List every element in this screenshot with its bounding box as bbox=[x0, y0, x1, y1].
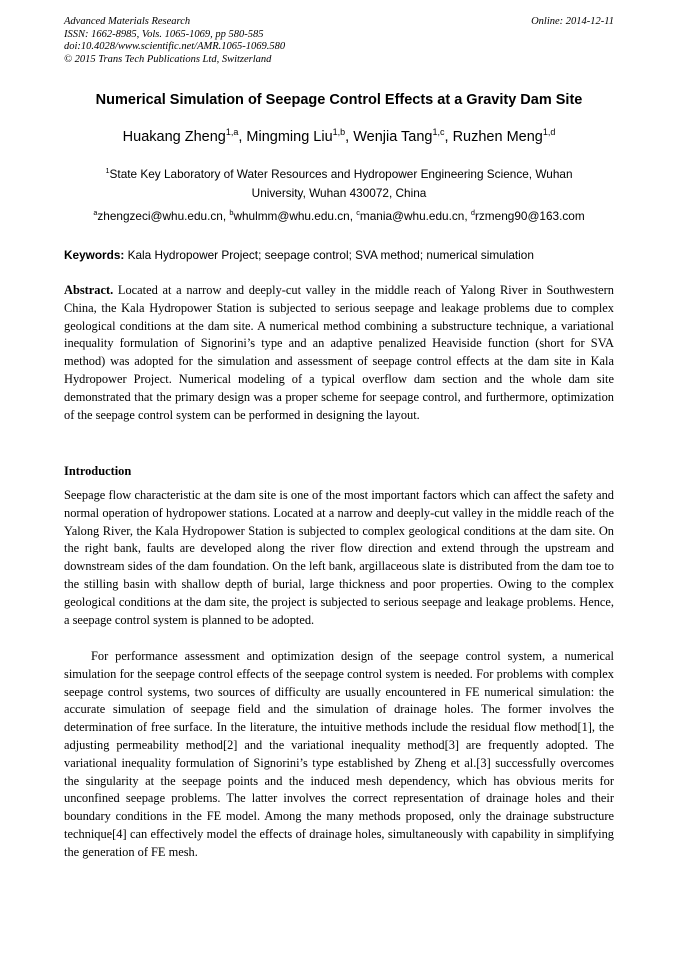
author-affiliation-mark: 1,c bbox=[432, 127, 445, 138]
email-address[interactable]: mania@whu.edu.cn bbox=[359, 209, 465, 223]
email-address[interactable]: zhengzeci@whu.edu.cn bbox=[97, 209, 223, 223]
online-date: Online: 2014-12-11 bbox=[531, 16, 614, 27]
body-paragraph: Seepage flow characteristic at the dam site is one of the most important factors which can affect the safety and normal operation of hydropower stations. Located at a narrow and deeply-cut valley in the middle reach of the Yalong River, the Kala Hydropower Station is subjected to complex geological conditions at the dam site. On the right bank, faults are developed along the river flow direction and extend through the upstream and downstream sides of the dam foundation. On the left bank, argillaceous slate is distributed from the dam toe to the stilling basin with shallow depth of burial, large thickness and poor properties. Owing to the complex geological conditions at the dam site, the project is subjected to serious seepage and leakage problems. Hence, a seepage control system is planned to be adopted. bbox=[64, 488, 614, 627]
paper-title: Numerical Simulation of Seepage Control Effects at a Gravity Dam Site bbox=[95, 92, 583, 108]
author-affiliation-mark: 1,b bbox=[332, 127, 346, 138]
author-name: Mingming Liu bbox=[246, 129, 333, 145]
keywords-text: Kala Hydropower Project; seepage control; SVA method; numerical simulation bbox=[127, 248, 534, 262]
affiliation bbox=[80, 165, 598, 203]
email-mark: a bbox=[93, 208, 98, 218]
abstract-label: Abstract. bbox=[64, 283, 114, 297]
email-mark: c bbox=[356, 208, 360, 218]
journal-header bbox=[64, 16, 285, 66]
email-mark: b bbox=[229, 208, 234, 218]
affiliation-mark: 1 bbox=[105, 166, 110, 176]
keywords bbox=[64, 246, 614, 264]
journal-name: Advanced Materials Research bbox=[64, 16, 191, 27]
email-mark: d bbox=[470, 208, 475, 218]
issn-line: ISSN: 1662-8985, Vols. 1065-1069, pp 580-585 bbox=[64, 28, 264, 40]
author-list: Huakang Zheng$^{1,a}$, Mingming Liu$^{1,b}$, Wenjia Tang$^{1,c}$, Ruzhen Meng$^{1,d}$ bbox=[122, 127, 556, 145]
email-list: $^a$zhengzeci@whu.edu.cn, $^b$whulmm@whu.edu.cn, $^c$mania@whu.edu.cn, $^d$rzmeng90@163.com bbox=[93, 208, 585, 223]
body-paragraph: For performance assessment and optimization design of the seepage control system, a numerical simulation for the seepage control effects of the seepage control system is needed. For problems with complex seepage control systems, two sources of difficulty are usually encountered in FE numerical simulation: the accurate simulation of seepage field and the simulation of drainage holes. The former involves the determination of free surface. In the literature, the intuitive methods include the residual flow method[1], the adjusting permeability method[2] and the variational inequality method[3] are frequently adopted. The variational inequality formulation of Signorini’s type established by Zheng et al.[3] successfully overcomes the singularity at the seepage points and the induced mesh dependency, which has obvious merits for unconfined seepage problems. The latter involves the correct representation of drainage holes and their boundary conditions in the FE model. Among the many methods proposed, only the drainage substructure technique[4] can effectively model the effects of drainage holes, simultaneously with capability in simplifying the generation of FE mesh. bbox=[64, 649, 614, 859]
abstract-text: Located at a narrow and deeply-cut valley in the middle reach of Yalong River in Southwestern China, the Kala Hydropower Station is subjected to serious seepage and leakage problems due to complex geological conditions at the dam site. A numerical method combining a substructure technique, a variational inequality formulation of Signorini’s type and an adaptive penalized Heaviside function (short for SVA method) was adopted for the simulation and assessment of seepage control effects at the dam site in Kala Hydropower Project. Numerical modeling of a typical overflow dam section and the whole dam site demonstrated that the primary design was a proper scheme for seepage control, and furthermore, optimization of the seepage control system can be performed in designing the layout. bbox=[64, 283, 614, 422]
copyright-line: © 2015 Trans Tech Publications Ltd, Switzerland bbox=[64, 53, 272, 65]
author-affiliation-mark: 1,a bbox=[225, 127, 239, 138]
author-affiliation-mark: 1,d bbox=[542, 127, 556, 138]
author-name: Ruzhen Meng bbox=[452, 129, 543, 145]
abstract bbox=[64, 282, 614, 424]
affiliation-text: State Key Laboratory of Water Resources and Hydropower Engineering Science, Wuhan University, Wuhan 430072, China bbox=[109, 167, 573, 200]
keywords-label: Keywords: bbox=[64, 248, 125, 262]
email-address[interactable]: whulmm@whu.edu.cn bbox=[233, 209, 350, 223]
doi-line: doi:10.4028/www.scientific.net/AMR.1065-1069.580 bbox=[64, 41, 286, 52]
author-name: Wenjia Tang bbox=[353, 129, 433, 145]
email-address[interactable]: rzmeng90@163.com bbox=[474, 209, 585, 223]
author-name: Huakang Zheng bbox=[122, 129, 226, 145]
section-heading-introduction: Introduction bbox=[64, 464, 132, 478]
